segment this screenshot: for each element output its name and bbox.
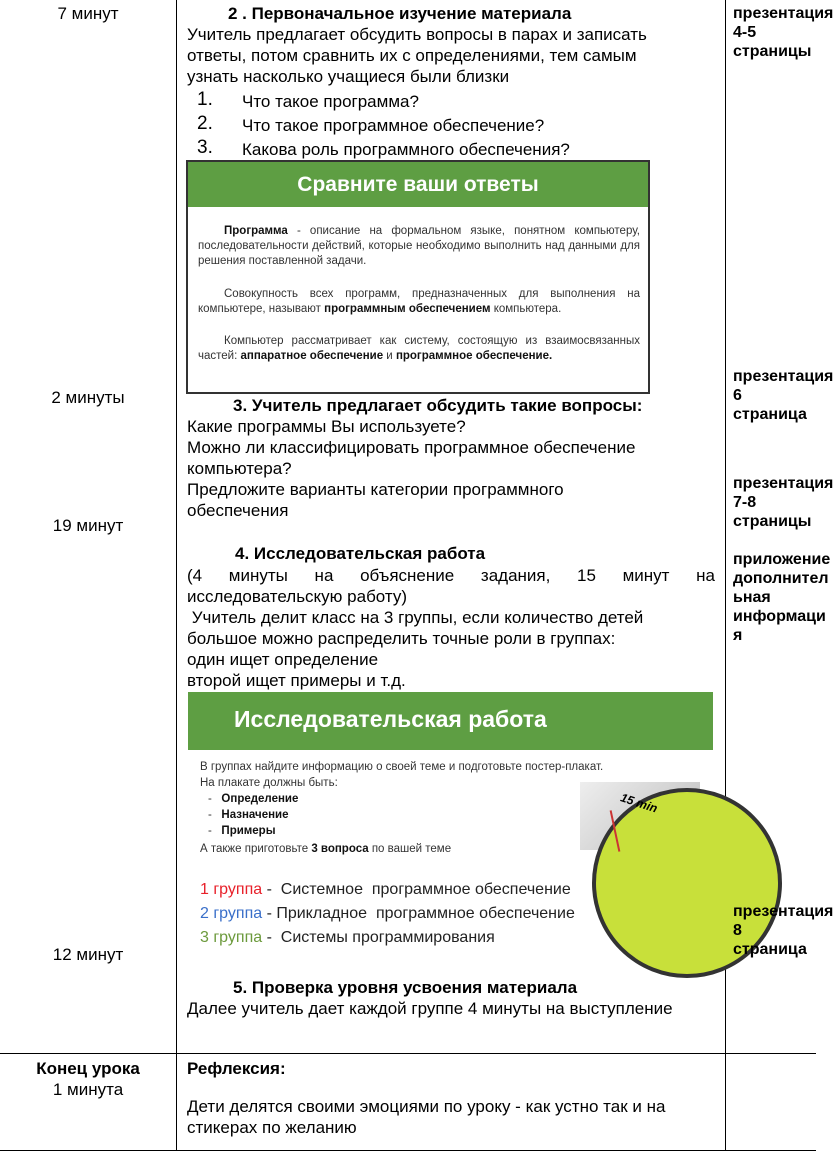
paragraph-line: (4 минуты на объяснение задания, 15 минут на (187, 566, 715, 585)
slide-paragraph (198, 334, 640, 364)
item: Примеры (221, 825, 276, 837)
slide-list-item: - Определение (208, 793, 299, 805)
group-topic: - Прикладное программное обеспечение (262, 905, 575, 922)
resource-cell (733, 4, 833, 61)
paragraph-line: Какие программы Вы используете? (187, 417, 466, 436)
time-cell: 7 минут (57, 4, 119, 23)
slide-text: На плакате должны быть: (200, 777, 338, 789)
paragraph-line: ответы, потом сравнить их с определениями, тем самым (187, 46, 637, 65)
resource-line: информаци (733, 608, 826, 625)
resource-line: презентация (733, 368, 833, 385)
timer-clock-icon (580, 782, 700, 850)
term: аппаратное обеспечение (240, 350, 384, 362)
slide-compare-answers (186, 160, 650, 394)
group-list (200, 878, 575, 950)
section-title: 3. Учитель предлагает обсудить такие вопросы: (233, 396, 643, 415)
text: Совокупность всех программ, предназначенных для выполнения на компьютере, называют (198, 288, 640, 315)
resource-line: я (733, 627, 743, 644)
resource-line: 7-8 (733, 494, 757, 511)
resource-line: 4-5 (733, 24, 757, 41)
slide-list-item: - Назначение (208, 809, 289, 821)
definition: - описание на формальном языке, понятном компьютеру, последовательности действий, которые необходимо выполнить над данными для решения поставленной задачи. (198, 225, 640, 267)
resource-line: 8 страница (733, 922, 807, 958)
slide-title: Сравните ваши ответы (188, 162, 648, 207)
list-number: 3. (197, 137, 213, 158)
paragraph-line: Учитель делит класс на 3 группы, если количество детей (187, 608, 644, 627)
term: программное обеспечение. (395, 350, 553, 362)
time-cell: 19 минут (52, 516, 124, 535)
column-divider (725, 0, 726, 1151)
text: Компьютер рассматривает как систему, состоящую из взаимосвязанных частей: (198, 335, 640, 362)
paragraph-line: Учитель предлагает обсудить вопросы в парах и записать (187, 25, 647, 44)
time-cell: 12 минут (52, 945, 124, 964)
section-title: 4. Исследовательская работа (235, 544, 486, 563)
resource-cell (733, 902, 833, 959)
time-cell: Конец урока (36, 1059, 140, 1078)
paragraph-line: второй ищет примеры и т.д. (187, 671, 406, 690)
slide-list-item: - Примеры (208, 825, 276, 837)
item: Назначение (221, 809, 289, 821)
slide-text: В группах найдите информацию о своей теме и подготовьте постер-плакат. (200, 761, 604, 773)
text: А также приготовьте (200, 843, 312, 855)
group-item (200, 926, 575, 950)
paragraph-line: Далее учитель дает каждой группе 4 минуты на выступление (187, 999, 673, 1018)
resource-line: презентация (733, 475, 833, 492)
paragraph-line: Предложите варианты категории программного (187, 480, 564, 499)
section-title: Рефлексия: (187, 1059, 286, 1078)
list-number: 1. (197, 89, 213, 110)
time-cell: 2 минуты (51, 388, 125, 407)
list-number: 2. (197, 113, 213, 134)
column-divider (176, 0, 177, 1151)
slide-paragraph (198, 224, 640, 269)
group-topic: - Системное программное обеспечение (262, 881, 571, 898)
text: компьютера. (490, 303, 562, 315)
list-item: Какова роль программного обеспечения? (242, 140, 570, 159)
resource-line: страницы (733, 43, 812, 60)
paragraph-line: стикерах по желанию (187, 1118, 357, 1137)
text: и (383, 350, 396, 362)
group-item (200, 878, 575, 902)
resource-cell (733, 367, 833, 424)
resource-line: 6 страница (733, 387, 807, 423)
paragraph-line: один ищет определение (187, 650, 379, 669)
group-label: 1 группа (200, 881, 263, 898)
group-topic: - Системы программирования (262, 929, 495, 946)
resource-line: ьная (733, 589, 771, 606)
term: Программа (224, 225, 288, 237)
timer-label: 15 min (618, 790, 660, 816)
group-item (200, 902, 575, 926)
paragraph-line: большое можно распределить точные роли в группах: (187, 629, 616, 648)
row-divider (0, 1150, 816, 1151)
item: Определение (221, 793, 299, 805)
paragraph-line: Дети делятся своими эмоциями по уроку - как устно так и на (187, 1097, 666, 1116)
resource-line: презентация (733, 903, 833, 920)
text: 3 вопроса (311, 843, 369, 855)
resource-cell (733, 474, 833, 645)
resource-line: приложение (733, 551, 831, 568)
section-title: 5. Проверка уровня усвоения материала (233, 978, 578, 997)
paragraph-line: исследовательскую работу) (187, 587, 408, 606)
paragraph-line: обеспечения (187, 501, 289, 520)
list-item: Что такое программное обеспечение? (242, 116, 545, 135)
term: программным обеспечением (324, 303, 491, 315)
resource-line: страницы (733, 513, 812, 530)
list-item: Что такое программа? (242, 92, 419, 111)
resource-line: презентация (733, 5, 833, 22)
group-label: 3 группа (200, 929, 263, 946)
slide-text (200, 842, 451, 857)
row-divider (0, 1053, 816, 1054)
resource-line: дополнител (733, 570, 829, 587)
slide-paragraph (198, 287, 640, 317)
paragraph-line: компьютера? (187, 459, 292, 478)
paragraph-line: Можно ли классифицировать программное обеспечение (187, 438, 636, 457)
paragraph-line: узнать насколько учащиеся были близки (187, 67, 510, 86)
time-cell: 1 минута (52, 1080, 124, 1099)
section-title: 2 . Первоначальное изучение материала (228, 4, 572, 23)
slide-title: Исследовательская работа (188, 692, 713, 750)
text: по вашей теме (368, 843, 452, 855)
group-label: 2 группа (200, 905, 263, 922)
slide-research-work (188, 692, 713, 954)
